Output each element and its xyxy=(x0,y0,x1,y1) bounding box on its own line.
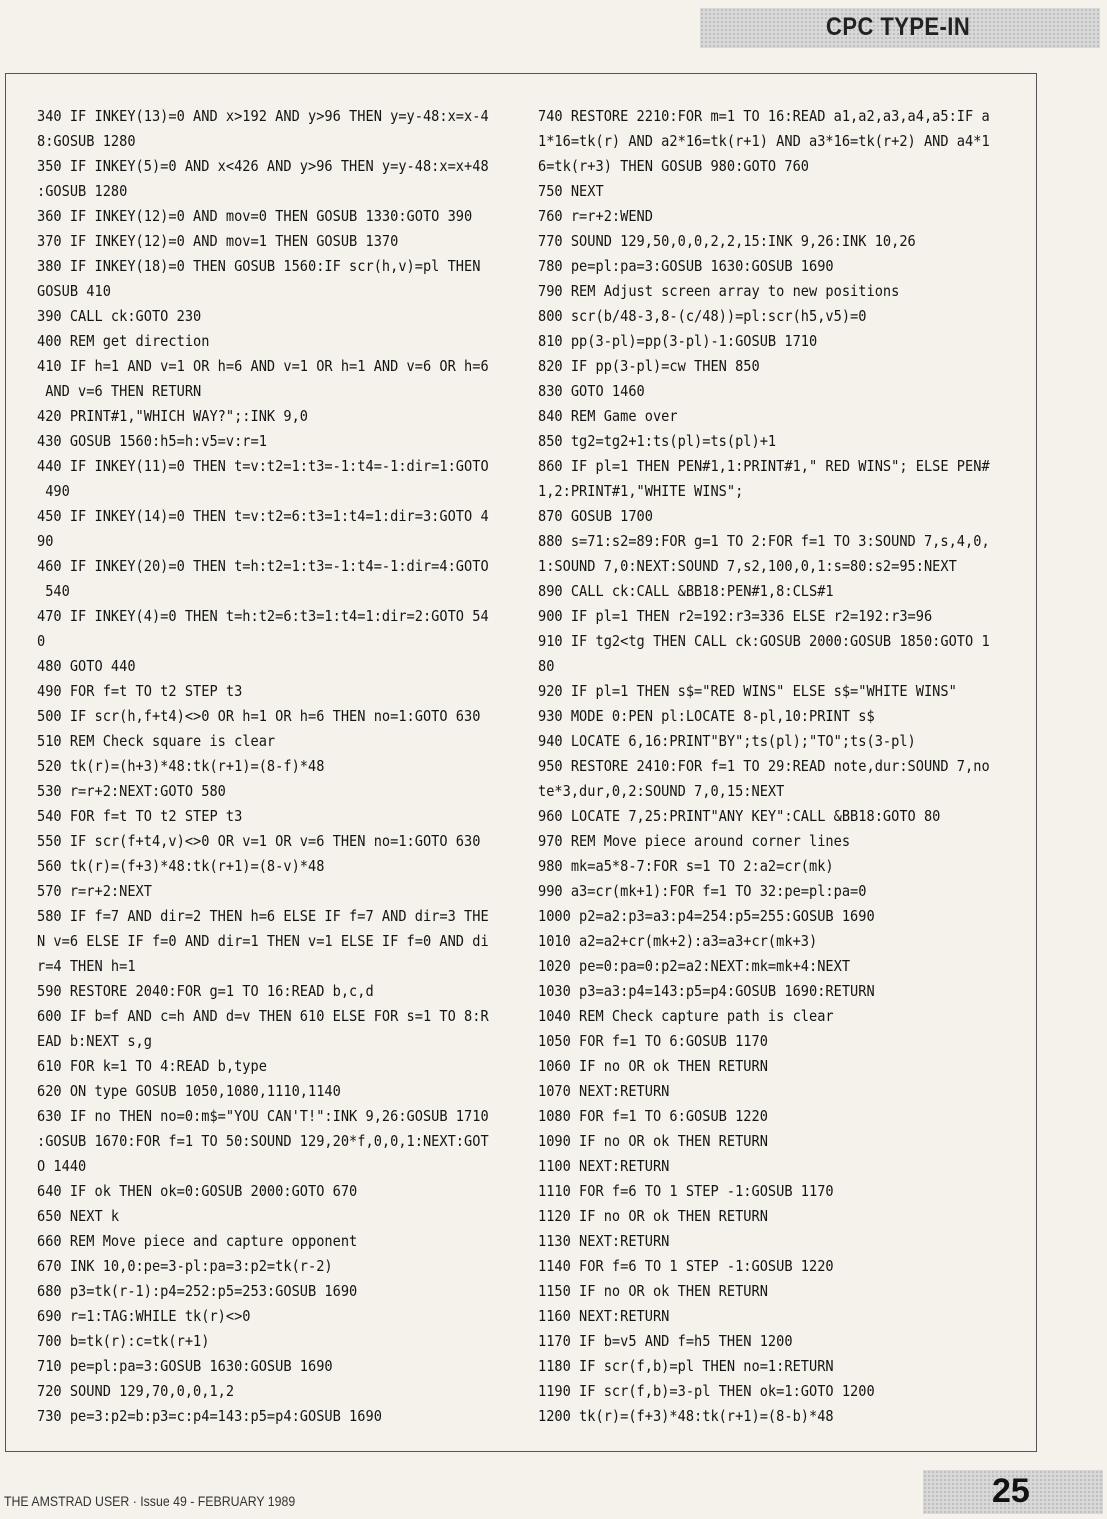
code-line: 790 REM Adjust screen array to new positions xyxy=(538,282,900,300)
code-line: 620 ON type GOSUB 1050,1080,1110,1140 xyxy=(37,1082,341,1100)
code-line: 840 REM Game over xyxy=(538,407,678,425)
code-line: 800 scr(b/48-3,8-(c/48))=pl:scr(h5,v5)=0 xyxy=(538,307,867,325)
code-line: 940 LOCATE 6,16:PRINT"BY";ts(pl);"TO";ts(3-pl) xyxy=(538,732,916,750)
code-line: :GOSUB 1280 xyxy=(37,182,128,200)
code-line: 990 a3=cr(mk+1):FOR f=1 TO 32:pe=pl:pa=0 xyxy=(538,882,867,900)
listing-left-column xyxy=(37,104,517,1429)
code-line: 1050 FOR f=1 TO 6:GOSUB 1170 xyxy=(538,1032,768,1050)
code-line: 1170 IF b=v5 AND f=h5 THEN 1200 xyxy=(538,1332,793,1350)
code-line: :GOSUB 1670:FOR f=1 TO 50:SOUND 129,20*f,0,0,1:NEXT:GOT xyxy=(37,1132,489,1150)
code-line: 730 pe=3:p2=b:p3=c:p4=143:p5=p4:GOSUB 1690 xyxy=(37,1407,382,1425)
code-line: 520 tk(r)=(h+3)*48:tk(r+1)=(8-f)*48 xyxy=(37,757,325,775)
code-line: 80 xyxy=(538,657,555,675)
code-line: AND v=6 THEN RETURN xyxy=(37,382,202,400)
code-line: 1130 NEXT:RETURN xyxy=(538,1232,670,1250)
code-line: 1020 pe=0:pa=0:p2=a2:NEXT:mk=mk+4:NEXT xyxy=(538,957,851,975)
code-line: 880 s=71:s2=89:FOR g=1 TO 2:FOR f=1 TO 3:SOUND 7,s,4,0, xyxy=(538,532,990,550)
code-line: 540 xyxy=(37,582,70,600)
code-line: 1,2:PRINT#1,"WHITE WINS"; xyxy=(538,482,744,500)
code-line: 580 IF f=7 AND dir=2 THEN h=6 ELSE IF f=7 AND dir=3 THE xyxy=(37,907,489,925)
code-line: 1090 IF no OR ok THEN RETURN xyxy=(538,1132,768,1150)
code-line: 630 IF no THEN no=0:m$="YOU CAN'T!":INK 9,26:GOSUB 1710 xyxy=(37,1107,489,1125)
code-line: 820 IF pp(3-pl)=cw THEN 850 xyxy=(538,357,760,375)
page-number: 25 xyxy=(992,1472,1030,1510)
code-line: 1160 NEXT:RETURN xyxy=(538,1307,670,1325)
code-line: 420 PRINT#1,"WHICH WAY?";:INK 9,0 xyxy=(37,407,308,425)
code-line: 700 b=tk(r):c=tk(r+1) xyxy=(37,1332,210,1350)
code-line: 570 r=r+2:NEXT xyxy=(37,882,152,900)
code-line: 1080 FOR f=1 TO 6:GOSUB 1220 xyxy=(538,1107,768,1125)
code-line: 470 IF INKEY(4)=0 THEN t=h:t2=6:t3=1:t4=1:dir=2:GOTO 54 xyxy=(37,607,489,625)
code-line: 1060 IF no OR ok THEN RETURN xyxy=(538,1057,768,1075)
code-line: 950 RESTORE 2410:FOR f=1 TO 29:READ note,dur:SOUND 7,no xyxy=(538,757,990,775)
code-line: 480 GOTO 440 xyxy=(37,657,136,675)
code-line: 1120 IF no OR ok THEN RETURN xyxy=(538,1207,768,1225)
code-line: 0 xyxy=(37,632,46,650)
code-line: 360 IF INKEY(12)=0 AND mov=0 THEN GOSUB 1330:GOTO 390 xyxy=(37,207,473,225)
code-line: 490 xyxy=(37,482,70,500)
code-line: 510 REM Check square is clear xyxy=(37,732,276,750)
section-title: CPC TYPE-IN xyxy=(826,13,971,41)
code-line: 900 IF pl=1 THEN r2=192:r3=336 ELSE r2=192:r3=96 xyxy=(538,607,933,625)
code-line: 490 FOR f=t TO t2 STEP t3 xyxy=(37,682,243,700)
code-line: 930 MODE 0:PEN pl:LOCATE 8-pl,10:PRINT s$ xyxy=(538,707,875,725)
code-line: 1200 tk(r)=(f+3)*48:tk(r+1)=(8-b)*48 xyxy=(538,1407,834,1425)
code-line: 550 IF scr(f+t4,v)<>0 OR v=1 OR v=6 THEN no=1:GOTO 630 xyxy=(37,832,481,850)
code-line: 640 IF ok THEN ok=0:GOSUB 2000:GOTO 670 xyxy=(37,1182,358,1200)
code-line: 350 IF INKEY(5)=0 AND x<426 AND y>96 THEN y=y-48:x=x+48 xyxy=(37,157,489,175)
code-line: 540 FOR f=t TO t2 STEP t3 xyxy=(37,807,243,825)
code-line: 560 tk(r)=(f+3)*48:tk(r+1)=(8-v)*48 xyxy=(37,857,325,875)
code-line: 850 tg2=tg2+1:ts(pl)=ts(pl)+1 xyxy=(538,432,777,450)
code-line: 440 IF INKEY(11)=0 THEN t=v:t2=1:t3=-1:t4=-1:dir=1:GOTO xyxy=(37,457,489,475)
code-line: 980 mk=a5*8-7:FOR s=1 TO 2:a2=cr(mk) xyxy=(538,857,834,875)
code-line: 1040 REM Check capture path is clear xyxy=(538,1007,834,1025)
code-line: 1110 FOR f=6 TO 1 STEP -1:GOSUB 1170 xyxy=(538,1182,834,1200)
code-line: 370 IF INKEY(12)=0 AND mov=1 THEN GOSUB 1370 xyxy=(37,232,399,250)
code-line: 6=tk(r+3) THEN GOSUB 980:GOTO 760 xyxy=(538,157,809,175)
code-line: 340 IF INKEY(13)=0 AND x>192 AND y>96 THEN y=y-48:x=x-4 xyxy=(37,107,489,125)
code-line: 380 IF INKEY(18)=0 THEN GOSUB 1560:IF scr(h,v)=pl THEN xyxy=(37,257,481,275)
code-line: 650 NEXT k xyxy=(37,1207,120,1225)
code-line: N v=6 ELSE IF f=0 AND dir=1 THEN v=1 ELSE IF f=0 AND di xyxy=(37,932,489,950)
code-line: te*3,dur,0,2:SOUND 7,0,15:NEXT xyxy=(538,782,785,800)
code-line: 390 CALL ck:GOTO 230 xyxy=(37,307,202,325)
code-line: 1140 FOR f=6 TO 1 STEP -1:GOSUB 1220 xyxy=(538,1257,834,1275)
code-line: 1190 IF scr(f,b)=3-pl THEN ok=1:GOTO 1200 xyxy=(538,1382,875,1400)
code-line: 90 xyxy=(37,532,54,550)
code-line: O 1440 xyxy=(37,1157,87,1175)
code-line: 1070 NEXT:RETURN xyxy=(538,1082,670,1100)
code-line: r=4 THEN h=1 xyxy=(37,957,136,975)
code-line: 960 LOCATE 7,25:PRINT"ANY KEY":CALL &BB18:GOTO 80 xyxy=(538,807,941,825)
code-line: 760 r=r+2:WEND xyxy=(538,207,653,225)
code-line: 1000 p2=a2:p3=a3:p4=254:p5=255:GOSUB 1690 xyxy=(538,907,875,925)
code-line: 410 IF h=1 AND v=1 OR h=6 AND v=1 OR h=1 AND v=6 OR h=6 xyxy=(37,357,489,375)
code-line: 670 INK 10,0:pe=3-pl:pa=3:p2=tk(r-2) xyxy=(37,1257,333,1275)
code-line: 720 SOUND 129,70,0,0,1,2 xyxy=(37,1382,235,1400)
code-line: 770 SOUND 129,50,0,0,2,2,15:INK 9,26:INK 10,26 xyxy=(538,232,916,250)
code-line: 740 RESTORE 2210:FOR m=1 TO 16:READ a1,a2,a3,a4,a5:IF a xyxy=(538,107,990,125)
listing-right-column xyxy=(538,104,1023,1429)
code-line: 610 FOR k=1 TO 4:READ b,type xyxy=(37,1057,267,1075)
code-line: 600 IF b=f AND c=h AND d=v THEN 610 ELSE FOR s=1 TO 8:R xyxy=(37,1007,489,1025)
code-line: 680 p3=tk(r-1):p4=252:p5=253:GOSUB 1690 xyxy=(37,1282,358,1300)
code-line: 1150 IF no OR ok THEN RETURN xyxy=(538,1282,768,1300)
code-line: 690 r=1:TAG:WHILE tk(r)<>0 xyxy=(37,1307,251,1325)
code-line: 750 NEXT xyxy=(538,182,604,200)
code-line: 1:SOUND 7,0:NEXT:SOUND 7,s2,100,0,1:s=80:s2=95:NEXT xyxy=(538,557,957,575)
code-line: 910 IF tg2<tg THEN CALL ck:GOSUB 2000:GOSUB 1850:GOTO 1 xyxy=(538,632,990,650)
code-line: 860 IF pl=1 THEN PEN#1,1:PRINT#1," RED WINS"; ELSE PEN# xyxy=(538,457,990,475)
code-line: 1*16=tk(r) AND a2*16=tk(r+1) AND a3*16=tk(r+2) AND a4*1 xyxy=(538,132,990,150)
code-line: 1010 a2=a2+cr(mk+2):a3=a3+cr(mk+3) xyxy=(538,932,818,950)
code-line: 500 IF scr(h,f+t4)<>0 OR h=1 OR h=6 THEN no=1:GOTO 630 xyxy=(37,707,481,725)
code-line: 530 r=r+2:NEXT:GOTO 580 xyxy=(37,782,226,800)
code-line: 1180 IF scr(f,b)=pl THEN no=1:RETURN xyxy=(538,1357,834,1375)
publication-footer: THE AMSTRAD USER · Issue 49 - FEBRUARY 1989 xyxy=(4,1493,296,1509)
code-line: GOSUB 410 xyxy=(37,282,111,300)
code-line: 970 REM Move piece around corner lines xyxy=(538,832,851,850)
code-line: 430 GOSUB 1560:h5=h:v5=v:r=1 xyxy=(37,432,267,450)
code-line: EAD b:NEXT s,g xyxy=(37,1032,152,1050)
code-line: 8:GOSUB 1280 xyxy=(37,132,136,150)
code-line: 870 GOSUB 1700 xyxy=(538,507,653,525)
code-line: 660 REM Move piece and capture opponent xyxy=(37,1232,358,1250)
code-line: 920 IF pl=1 THEN s$="RED WINS" ELSE s$="WHITE WINS" xyxy=(538,682,957,700)
code-line: 450 IF INKEY(14)=0 THEN t=v:t2=6:t3=1:t4=1:dir=3:GOTO 4 xyxy=(37,507,489,525)
code-line: 890 CALL ck:CALL &BB18:PEN#1,8:CLS#1 xyxy=(538,582,834,600)
code-line: 460 IF INKEY(20)=0 THEN t=h:t2=1:t3=-1:t4=-1:dir=4:GOTO xyxy=(37,557,489,575)
code-line: 1100 NEXT:RETURN xyxy=(538,1157,670,1175)
code-line: 590 RESTORE 2040:FOR g=1 TO 16:READ b,c,d xyxy=(37,982,374,1000)
code-line: 830 GOTO 1460 xyxy=(538,382,645,400)
code-line: 710 pe=pl:pa=3:GOSUB 1630:GOSUB 1690 xyxy=(37,1357,333,1375)
code-line: 400 REM get direction xyxy=(37,332,210,350)
code-line: 780 pe=pl:pa=3:GOSUB 1630:GOSUB 1690 xyxy=(538,257,834,275)
code-line: 1030 p3=a3:p4=143:p5=p4:GOSUB 1690:RETURN xyxy=(538,982,875,1000)
code-line: 810 pp(3-pl)=pp(3-pl)-1:GOSUB 1710 xyxy=(538,332,818,350)
